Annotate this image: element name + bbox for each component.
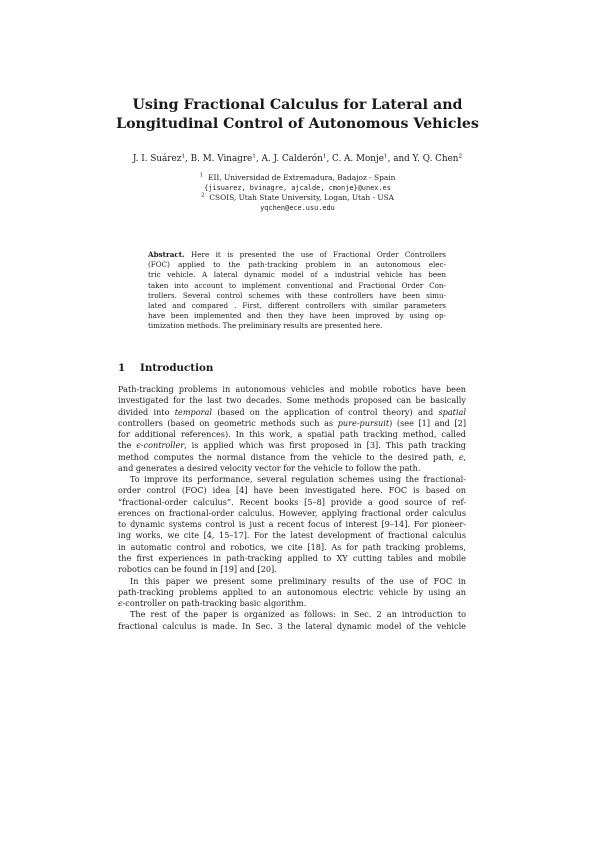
body-line: to dynamic systems control is just a recent focus of interest [9–14]. For pioneer- bbox=[118, 519, 466, 530]
section-title: Introduction bbox=[140, 362, 214, 374]
body-line: the first experiences in path-tracking applied to XY cutting tables and mobile bbox=[118, 552, 466, 563]
abstract-line: Abstract. Here it is presented the use of Fractional Order Controllers bbox=[148, 250, 446, 259]
affiliation-2: $^2$ CSOIS, Utah State University, Logan, Utah - USA bbox=[200, 192, 395, 202]
author-affil-mark: 2 bbox=[458, 153, 463, 160]
body-line: erences on fractional-order calculus. However, applying fractional order calculus bbox=[118, 507, 466, 518]
abstract-line: timization methods. The preliminary results are presented here. bbox=[148, 321, 383, 331]
body-line: for additional references). In this work, a spatial path tracking method, called bbox=[118, 429, 466, 440]
body-line: robotics can be found in [19] and [20]. bbox=[118, 564, 277, 575]
abstract-line: taken into account to implement conventional and Fractional Order Con- bbox=[148, 280, 446, 290]
body-line: ing works, we cite [4, 15–17]. For the latest development of fractional calculus bbox=[118, 530, 466, 541]
body-line: method computes the normal distance from the vehicle to the desired path, ϵ, bbox=[118, 451, 466, 462]
section-number: 1 bbox=[118, 362, 126, 374]
author-affil-mark: 1 bbox=[383, 153, 388, 160]
abstract-line: tric vehicle. A lateral dynamic model of a industrial vehicle has been bbox=[148, 270, 446, 280]
body-line: “fractional-order calculus”. Recent books [5–8] provide a good source of ref- bbox=[118, 496, 466, 507]
author-name: A. J. Calderón bbox=[261, 154, 323, 164]
affiliation-2-email: yqchen@ece.usu.edu bbox=[260, 204, 335, 212]
author-name: J. I. Suárez bbox=[132, 154, 182, 164]
author-name: B. M. Vinagre bbox=[190, 154, 253, 164]
body-line: To improve its performance, several regulation schemes using the fractional- bbox=[130, 474, 466, 485]
author-list: J. I. Suárez$^1$, B. M. Vinagre$^1$, A. J. Calderón$^1$, C. A. Monje$^1$, and Y. Q. Chen$^2$ bbox=[132, 153, 463, 164]
abstract-label: Abstract. bbox=[148, 250, 185, 259]
abstract-line: trollers. Several control schemes with these controllers have been simu- bbox=[148, 290, 446, 300]
author-affil-mark: 1 bbox=[181, 153, 186, 160]
paper-title bbox=[60, 96, 535, 134]
affiliations bbox=[100, 173, 495, 213]
body-line: the ϵ-controller, is applied which was first proposed in [3]. This path tracking bbox=[118, 440, 466, 451]
author-affil-mark: 1 bbox=[252, 153, 256, 160]
body-text bbox=[118, 384, 466, 632]
affiliation-1-email: {jisuarez, bvinagre, ajcalde, cmonje}@unex.es bbox=[204, 184, 391, 192]
title-line: Using Fractional Calculus for Lateral and bbox=[132, 97, 463, 113]
body-line: ϵ-controller on path-tracking basic algorithm. bbox=[118, 598, 307, 609]
body-line: path-tracking problems applied to an autonomous electric vehicle by using an bbox=[118, 586, 466, 597]
body-line: divided into temporal (based on the application of control theory) and spatial bbox=[118, 406, 466, 417]
author-name: Y. Q. Chen bbox=[412, 154, 459, 164]
body-line: In this paper we present some preliminary results of the use of FOC in bbox=[130, 575, 466, 586]
abstract-line: have been implemented and then they have been improved by using op- bbox=[148, 311, 446, 321]
body-line: Path-tracking problems in autonomous vehicles and mobile robotics have been bbox=[118, 384, 466, 394]
body-line: The rest of the paper is organized as follows: in Sec. 2 an introduction to bbox=[130, 609, 466, 620]
abstract-line: lated and compared . First, different controllers with similar parameters bbox=[148, 300, 446, 310]
title-line: Longitudinal Control of Autonomous Vehicles bbox=[116, 116, 479, 132]
body-line: and generates a desired velocity vector for the vehicle to follow the path. bbox=[118, 462, 421, 473]
author-name: C. A. Monje bbox=[332, 154, 384, 164]
body-line: order control (FOC) idea [4] have been investigated here. FOC is based on bbox=[118, 485, 466, 496]
author-affil-mark: 1 bbox=[322, 153, 327, 160]
body-line: in automatic control and robotics, we cite [18]. As for path tracking problems, bbox=[118, 541, 466, 552]
body-line: controllers (based on geometric methods such as pure-pursuit) (see [1] and [2] bbox=[118, 417, 466, 428]
affiliation-1: $^1$ EII, Universidad de Extremadura, Badajoz - Spain bbox=[199, 172, 396, 182]
section-heading bbox=[118, 362, 213, 374]
abstract bbox=[148, 250, 446, 332]
body-line: fractional calculus is made. In Sec. 3 the lateral dynamic model of the vehicle bbox=[118, 620, 466, 631]
body-line: investigated for the last two decades. Some methods proposed can be basically bbox=[118, 395, 466, 406]
abstract-line: (FOC) applied to the path-tracking problem in an autonomous elec- bbox=[148, 260, 446, 270]
